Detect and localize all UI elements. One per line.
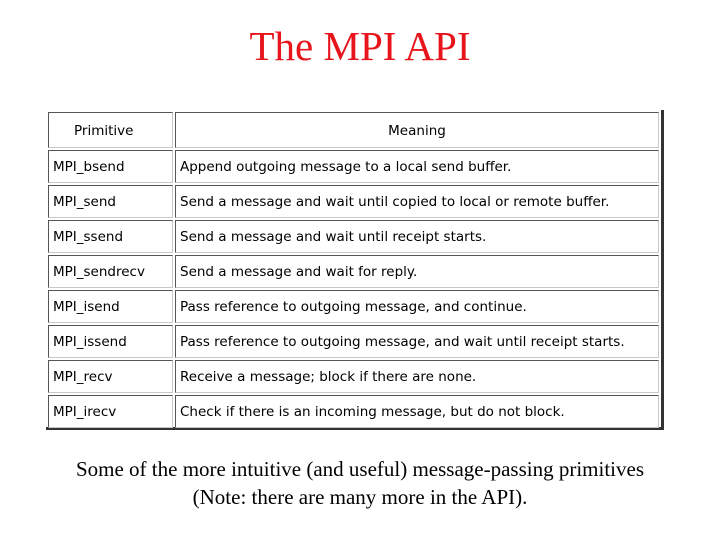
- primitive-cell: MPI_sendrecv: [48, 255, 173, 288]
- meaning-cell: Send a message and wait until receipt starts.: [175, 220, 659, 253]
- primitive-cell: MPI_send: [48, 185, 173, 218]
- meaning-cell: Send a message and wait until copied to local or remote buffer.: [175, 185, 659, 218]
- table-row: [48, 185, 659, 218]
- table-row: [48, 360, 659, 393]
- meaning-cell: Send a message and wait for reply.: [175, 255, 659, 288]
- meaning-cell: Check if there is an incoming message, but do not block.: [175, 395, 659, 428]
- primitives-table: [46, 110, 661, 430]
- primitive-cell: MPI_irecv: [48, 395, 173, 428]
- meaning-cell: Receive a message; block if there are none.: [175, 360, 659, 393]
- table-row: [48, 325, 659, 358]
- column-header-meaning: Meaning: [175, 112, 659, 148]
- primitive-cell: MPI_isend: [48, 290, 173, 323]
- slide-title: The MPI API: [249, 23, 471, 69]
- primitives-table-frame: [46, 110, 664, 430]
- column-header-primitive: Primitive: [48, 112, 173, 148]
- primitive-cell: MPI_ssend: [48, 220, 173, 253]
- table-row: [48, 290, 659, 323]
- table-row: [48, 220, 659, 253]
- slide-caption: [0, 455, 720, 511]
- caption-line-2: (Note: there are many more in the API).: [192, 485, 528, 509]
- table-header-row: [48, 112, 659, 148]
- primitive-cell: MPI_recv: [48, 360, 173, 393]
- table-row: [48, 150, 659, 183]
- table-row: [48, 395, 659, 428]
- primitive-cell: MPI_bsend: [48, 150, 173, 183]
- table-row: [48, 255, 659, 288]
- caption-line-1: Some of the more intuitive (and useful) message-passing primitives: [75, 457, 645, 481]
- meaning-cell: Pass reference to outgoing message, and continue.: [175, 290, 659, 323]
- primitive-cell: MPI_issend: [48, 325, 173, 358]
- meaning-cell: Append outgoing message to a local send buffer.: [175, 150, 659, 183]
- meaning-cell: Pass reference to outgoing message, and wait until receipt starts.: [175, 325, 659, 358]
